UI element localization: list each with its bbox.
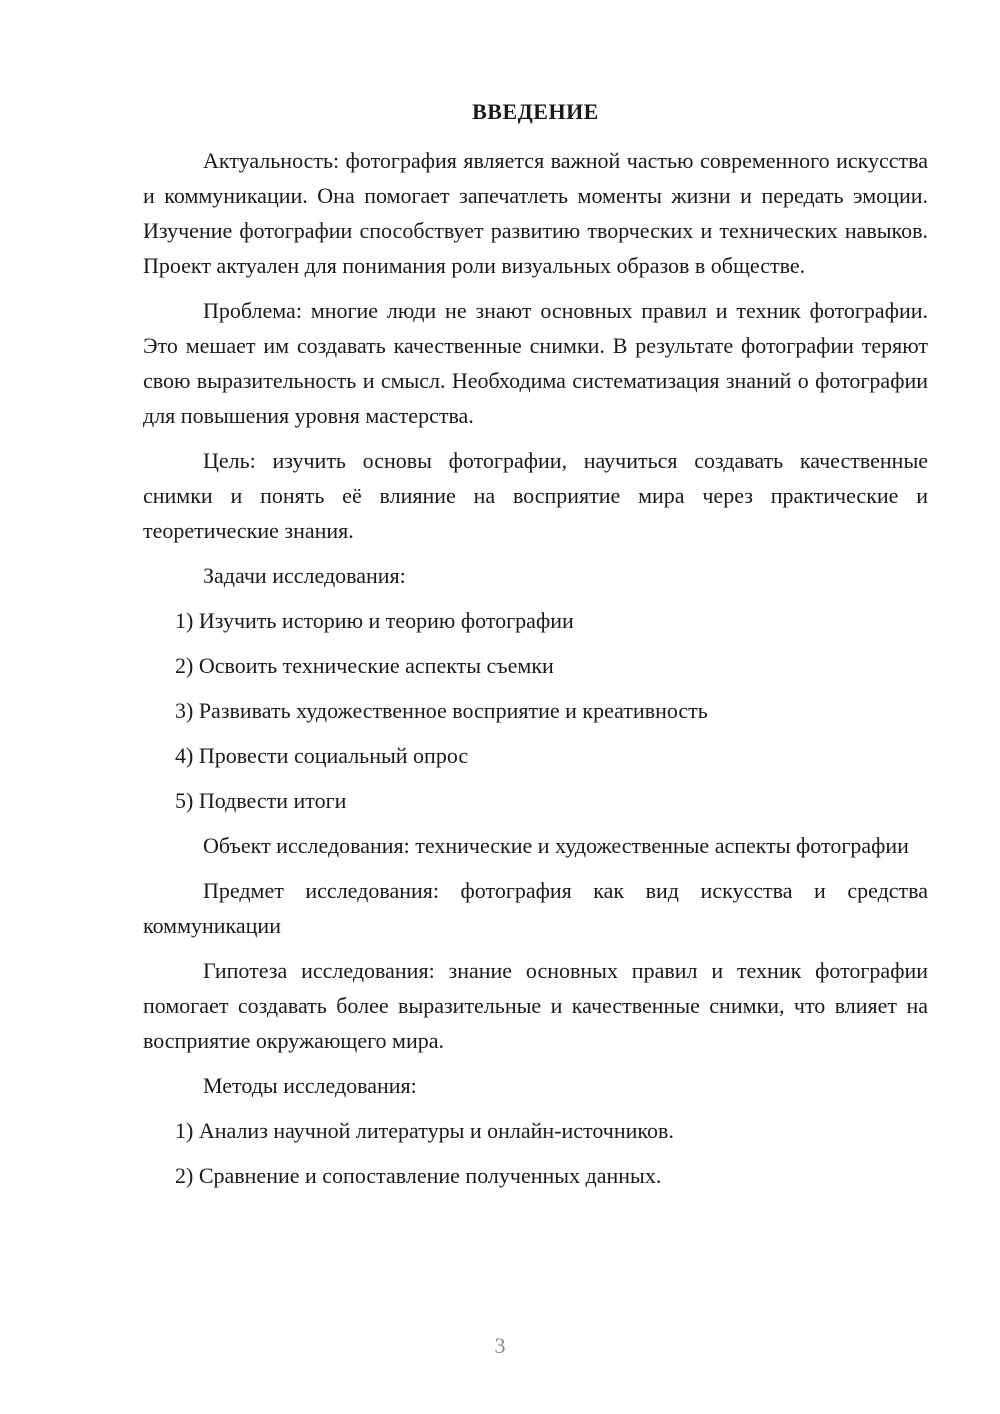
- list-item: 2) Сравнение и сопоставление полученных данных.: [175, 1163, 662, 1188]
- hypothesis-paragraph: Гипотеза исследования: знание основных правил и техник фотографии помогает создавать более выразительные и качественные снимки, что влияет на восприятие окружающего мира.: [143, 958, 928, 1053]
- goal-paragraph: Цель: изучить основы фотографии, научиться создавать качественные снимки и понять её влияние на восприятие мира через практические и теоретические знания.: [143, 448, 928, 543]
- object-paragraph: Объект исследования: технические и художественные аспекты фотографии: [203, 833, 909, 858]
- list-item: 2) Освоить технические аспекты съемки: [175, 653, 554, 678]
- subject-paragraph: Предмет исследования: фотография как вид искусства и средства коммуникации: [143, 878, 928, 938]
- list-item: 5) Подвести итоги: [175, 788, 347, 813]
- relevance-paragraph: Актуальность: фотография является важной частью современного искусства и коммуникации. Она помогает запечатлеть моменты жизни и передать эмоции. Изучение фотографии способствует развитию творческих и технических навыков. Проект актуален для понимания роли визуальных образов в обществе.: [143, 148, 928, 278]
- page-number: 3: [494, 1333, 506, 1358]
- problem-paragraph: Проблема: многие люди не знают основных правил и техник фотографии. Это мешает им создавать качественные снимки. В результате фотографии теряют свою выразительность и смысл. Необходима систематизация знаний о фотографии для повышения уровня мастерства.: [143, 298, 928, 428]
- tasks-list: [143, 603, 928, 818]
- list-item: 1) Изучить историю и теорию фотографии: [175, 608, 574, 633]
- list-item: 4) Провести социальный опрос: [175, 743, 469, 768]
- list-item: 1) Анализ научной литературы и онлайн-источников.: [175, 1118, 674, 1143]
- document-page: [143, 94, 928, 1203]
- tasks-label: Задачи исследования:: [203, 563, 406, 588]
- list-item: 3) Развивать художественное восприятие и креативность: [175, 698, 708, 723]
- methods-label: Методы исследования:: [203, 1073, 417, 1098]
- section-title: ВВЕДЕНИЕ: [472, 99, 599, 124]
- methods-list: [143, 1113, 928, 1193]
